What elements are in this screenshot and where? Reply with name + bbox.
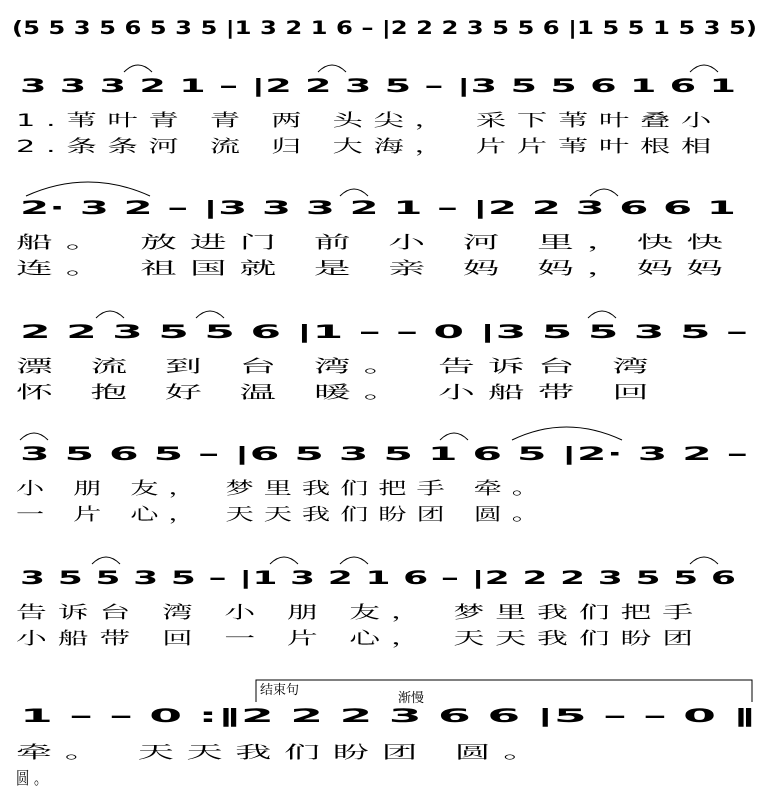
intro-line: (5 5 3 5 6 5 3 5 |1 3 2 1 6 – |2 2 2 3 5 5 6 |1 5 5 1 5 3 5) [12, 17, 758, 39]
notation-line: 3 3 3 2 1 – |2 2 3 5 – |3 5 5 6 1 6 1 [20, 75, 736, 97]
lyric-line: 小船带 回 一 片 心， 天天我们盼团 [16, 629, 704, 649]
notation-line: 3 5 5 3 5 – |1 3 2 1 6 – |2 2 2 3 5 5 6 [20, 567, 736, 589]
slur [690, 65, 718, 72]
slur [318, 65, 346, 72]
notation-line: 2 2 3 5 5 6 |1 – – 0 |3 5 5 3 5 – [20, 321, 748, 343]
slur [270, 557, 298, 564]
slur [124, 65, 152, 72]
score-row-6 [16, 680, 756, 789]
tempo-marking: 渐慢 [398, 690, 425, 705]
lyric-line: 圆。 [16, 769, 52, 789]
lyric-line: 牵。 天天我们盼团 圆。 [16, 743, 552, 763]
tie [26, 182, 150, 196]
lyric-line: 小 朋 友， 梦里我们把手 牵。 [16, 479, 550, 499]
slur [96, 311, 124, 318]
notation-line: 1 – – 0 :‖2 2 2 3 6 6 |5 – – 0 ‖ [20, 705, 756, 727]
slur [92, 557, 120, 564]
ending-bracket [256, 680, 752, 702]
lyric-line: 怀 抱 好 温 暖。 小船带 回 [16, 383, 662, 403]
slur [690, 557, 718, 564]
lyric-line: 1.苇叶青 青 两 头尖， 采下苇叶叠小 [16, 111, 722, 131]
score-row-1 [16, 65, 736, 157]
slur [340, 189, 368, 196]
lyric-line: 一 片 心， 天天我们盼团 圆。 [16, 505, 550, 525]
slur [588, 311, 616, 318]
lyric-line: 连。 祖国就 是 亲 妈 妈，妈妈 [16, 259, 736, 279]
ending-label: 结束句 [260, 682, 300, 697]
notation-line: 3 5 6 5 – |6 5 3 5 1 6 5 |2· 3 2 – [20, 443, 748, 465]
score-row-2 [16, 182, 736, 279]
lyric-line: 告诉台 湾 小 朋 友， 梦里我们把手 [16, 603, 704, 623]
notation-line: 2· 3 2 – |3 3 3 2 1 – |2 2 3 6 6 1 [20, 197, 736, 219]
slur [590, 189, 618, 196]
slur [440, 433, 468, 440]
score-row-3 [16, 311, 748, 403]
lyric-line: 船。 放进门 前 小 河 里，快快 [16, 233, 736, 253]
slur [340, 557, 368, 564]
slur [196, 311, 224, 318]
slur [20, 433, 48, 440]
score-row-5 [16, 557, 736, 649]
score-row-4 [16, 427, 748, 525]
tie [512, 427, 622, 440]
lyric-line: 漂 流 到 台 湾。 告诉台 湾 [16, 357, 662, 377]
lyric-line: 2.条条河 流 归 大海， 片片苇叶根相 [16, 137, 412, 157]
